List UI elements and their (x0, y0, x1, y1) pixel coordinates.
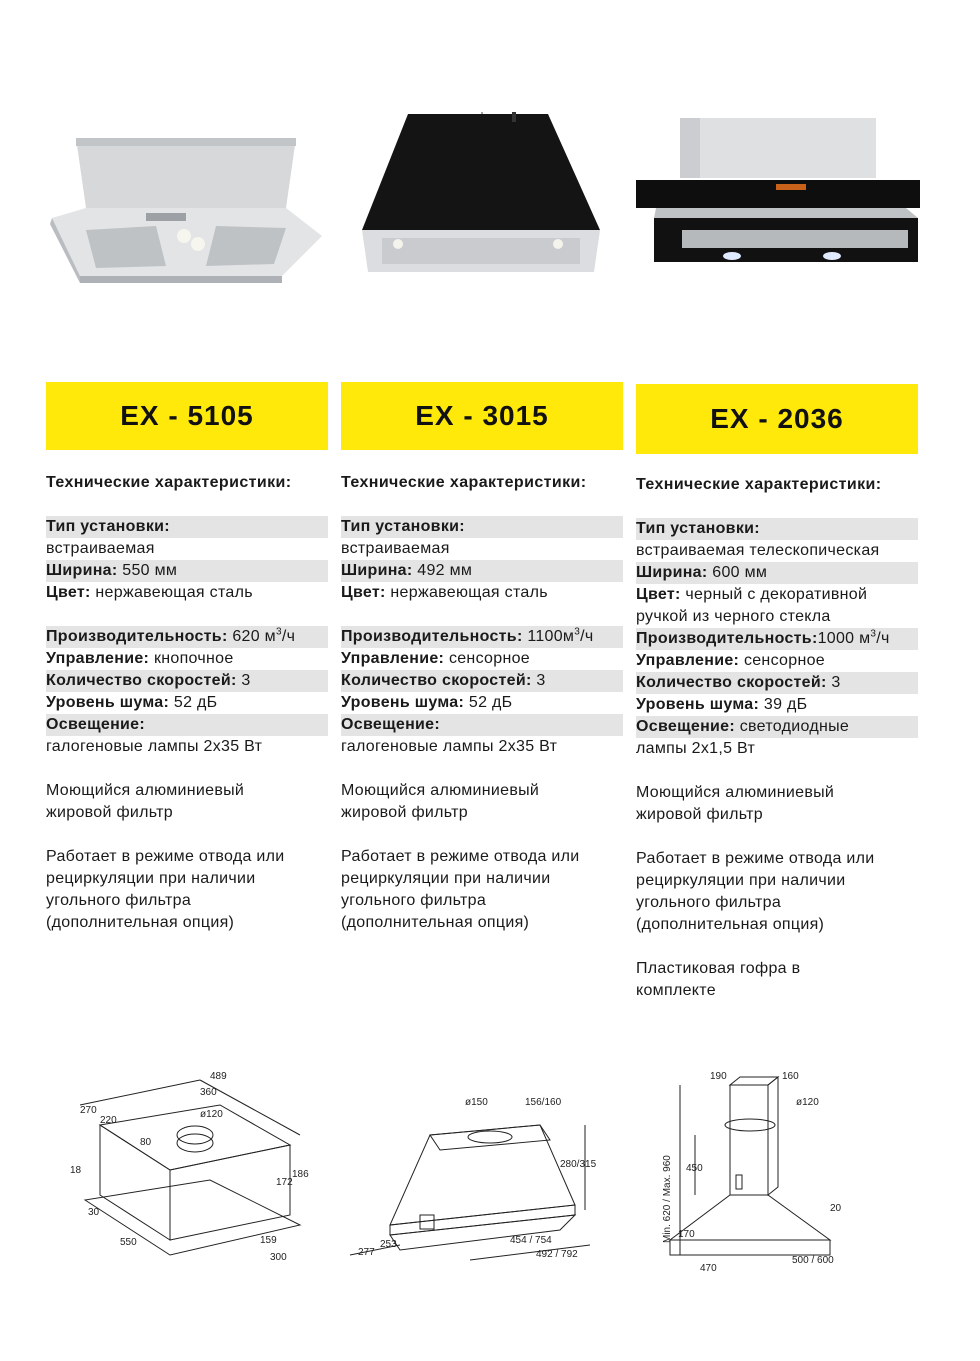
noise-row: Уровень шума: 52 дБ (341, 694, 513, 711)
lighting-label: Освещение: (46, 714, 328, 736)
extra-note: Пластиковая гофра в комплекте (636, 960, 801, 999)
lighting-row: Освещение: светодиодные (636, 716, 918, 738)
control-row: Управление: сенсорное (636, 652, 825, 669)
dim-label: 277 (358, 1247, 375, 1258)
lighting-value: галогеновые лампы 2х35 Вт (46, 738, 263, 755)
model-banner: EX - 3015 (341, 382, 623, 450)
performance-row: Производительность: 620 $м^3/ч$ (46, 626, 328, 648)
product-photo-ex3015 (362, 112, 602, 274)
dim-label: 170 (678, 1229, 695, 1240)
dim-label: 300 (270, 1252, 287, 1263)
dim-label: 500 / 600 (792, 1255, 834, 1266)
spec-title: Технические характеристики: (341, 474, 587, 491)
product-column-ex3015 (341, 382, 623, 934)
spec-title: Технические характеристики: (636, 476, 882, 493)
dim-label: 360 (200, 1087, 217, 1098)
dim-label: 186 (292, 1169, 309, 1180)
model-banner: EX - 5105 (46, 382, 328, 450)
install-type-value: встраиваемая (46, 540, 155, 557)
lighting-row-continued: лампы 2х1,5 Вт (636, 740, 756, 757)
color-row: Цвет: нержавеющая сталь (46, 584, 253, 601)
width-row: Ширина: 600 мм (636, 562, 918, 584)
dim-label: ø150 (465, 1097, 488, 1108)
dim-label: 492 / 792 (536, 1249, 578, 1260)
filter-note: Моющийся алюминиевый жировой фильтр (46, 782, 245, 821)
dim-label: 160 (782, 1071, 799, 1082)
dimension-drawing-ex3015 (340, 1065, 600, 1275)
width-row: Ширина: 492 мм (341, 560, 623, 582)
dim-label: 172 (276, 1177, 293, 1188)
product-photo-ex5105 (46, 118, 326, 290)
color-row: Цвет: нержавеющая сталь (341, 584, 548, 601)
dim-label: 220 (100, 1115, 117, 1126)
color-row: Цвет: черный с декоративной (636, 586, 868, 603)
dim-label: 550 (120, 1237, 137, 1248)
control-row: Управление: сенсорное (341, 650, 530, 667)
dim-label: 270 (80, 1105, 97, 1116)
install-type-value: встраиваемая телескопическая (636, 542, 880, 559)
dim-label: ø120 (200, 1109, 223, 1120)
mode-note: Работает в режиме отвода или рециркуляции при наличии угольного фильтра (дополнительная опция) (341, 848, 580, 931)
width-row: Ширина: 550 мм (46, 560, 328, 582)
speeds-row: Количество скоростей: 3 (636, 672, 918, 694)
spec-title: Технические характеристики: (46, 474, 292, 491)
dim-label: Min. 620 / Max. 960 (662, 1155, 673, 1243)
dim-label: 253 (380, 1239, 397, 1250)
lighting-value: галогеновые лампы 2х35 Вт (341, 738, 558, 755)
dim-label: 454 / 754 (510, 1235, 552, 1246)
performance-row: Производительность: $1100м^3/ч$ (341, 626, 623, 648)
install-type-label: Тип установки: (341, 516, 623, 538)
model-banner: EX - 2036 (636, 384, 918, 454)
dim-label: 450 (686, 1163, 703, 1174)
mode-note: Работает в режиме отвода или рециркуляции при наличии угольного фильтра (дополнительная опция) (46, 848, 285, 931)
dim-label: 489 (210, 1071, 227, 1082)
performance-row: Производительность:1000 $м^3/ч$ (636, 628, 918, 650)
lighting-label: Освещение: (341, 714, 623, 736)
dim-label: ø120 (796, 1097, 819, 1108)
dim-label: 470 (700, 1263, 717, 1274)
noise-row: Уровень шума: 52 дБ (46, 694, 218, 711)
dim-label: 190 (710, 1071, 727, 1082)
noise-row: Уровень шума: 39 дБ (636, 696, 808, 713)
dim-label: 18 (70, 1165, 82, 1176)
product-photo-ex2036 (636, 118, 920, 268)
color-row-continued: ручкой из черного стекла (636, 608, 831, 625)
dim-label: 30 (88, 1207, 100, 1218)
dim-label: 280/315 (560, 1159, 597, 1170)
dimension-drawing-ex2036 (650, 1065, 850, 1295)
filter-note: Моющийся алюминиевый жировой фильтр (341, 782, 540, 821)
dim-label: 80 (140, 1137, 152, 1148)
product-column-ex5105 (46, 382, 328, 934)
mode-note: Работает в режиме отвода или рециркуляции при наличии угольного фильтра (дополнительная опция) (636, 850, 875, 933)
install-type-value: встраиваемая (341, 540, 450, 557)
speeds-row: Количество скоростей: 3 (46, 670, 328, 692)
install-type-label: Тип установки: (636, 518, 918, 540)
dim-label: 159 (260, 1235, 277, 1246)
filter-note: Моющийся алюминиевый жировой фильтр (636, 784, 835, 823)
speeds-row: Количество скоростей: 3 (341, 670, 623, 692)
control-row: Управление: кнопочное (46, 650, 234, 667)
product-column-ex2036 (636, 382, 918, 1002)
install-type-label: Тип установки: (46, 516, 328, 538)
dim-label: 20 (830, 1203, 842, 1214)
dimension-drawing-ex5105 (60, 1065, 310, 1275)
dim-label: 156/160 (525, 1097, 562, 1108)
